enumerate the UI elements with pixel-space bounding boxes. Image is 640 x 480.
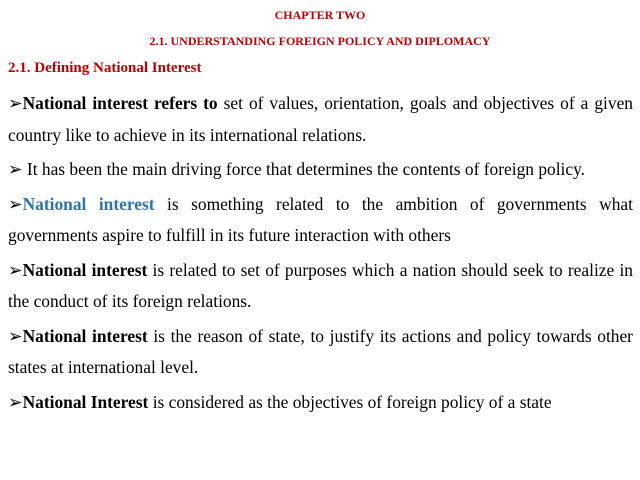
arrow-bullet-icon: ➢: [8, 259, 23, 280]
arrow-bullet-icon: ➢: [8, 391, 23, 412]
bullet-text: is something related to the ambition of governments what governments aspire to fulfill in its future interaction with others: [8, 193, 633, 245]
chapter-subtitle: 2.1. UNDERSTANDING FOREIGN POLICY AND DIPLOMACY: [149, 34, 491, 48]
arrow-bullet-icon: ➢: [8, 325, 23, 346]
bullet-lead: National Interest: [22, 391, 149, 412]
bullet-lead: National interest: [22, 193, 155, 214]
section-title: 2.1. Defining National Interest: [8, 60, 202, 76]
bullet-item: [8, 387, 633, 419]
bullet-lead: National interest: [22, 325, 148, 346]
bullet-item: [8, 321, 633, 384]
bullet-item: [8, 189, 633, 252]
bullet-lead: National interest: [22, 259, 148, 280]
arrow-bullet-icon: ➢: [8, 159, 23, 179]
chapter-heading: CHAPTER TWO: [274, 8, 366, 22]
bullet-item: [8, 255, 633, 318]
bullet-text: is considered as the objectives of foreign policy of a state: [148, 391, 552, 412]
bullet-item: [8, 154, 633, 186]
bullet-text: is related to set of purposes which a nation should seek to realize in the conduct of its foreign relations.: [8, 259, 633, 311]
bullet-lead: National interest refers to: [22, 93, 218, 113]
bullet-item: [8, 88, 633, 151]
arrow-bullet-icon: ➢: [8, 193, 23, 214]
bullet-text: It has been the main driving force that determines the contents of foreign policy.: [22, 159, 586, 179]
arrow-bullet-icon: ➢: [8, 93, 23, 113]
bullet-list: [8, 88, 633, 421]
bullet-text: set of values, orientation, goals and objectives of a given country like to achieve in its international relations.: [8, 93, 634, 145]
bullet-text: is the reason of state, to justify its actions and policy towards other states at international level.: [8, 325, 633, 377]
